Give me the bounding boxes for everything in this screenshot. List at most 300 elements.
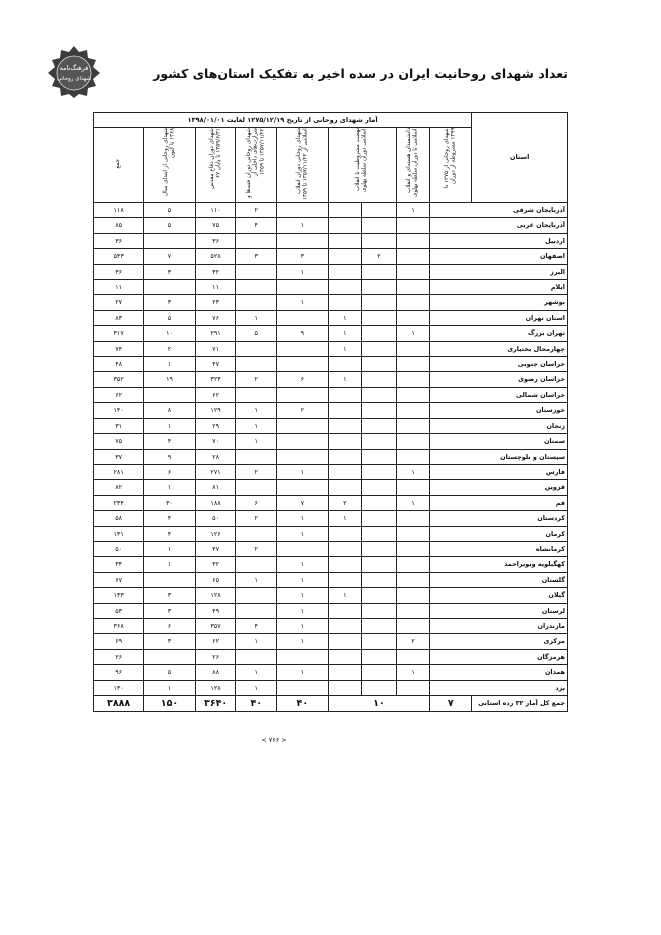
total-cell: ۳۸۸۸ (94, 696, 144, 712)
table-row (94, 557, 568, 572)
province-header: استان (472, 113, 568, 203)
value-cell (277, 310, 328, 325)
value-cell (236, 295, 277, 310)
svg-text:شهدای روحانی: شهدای روحانی (56, 76, 92, 82)
value-cell: ۳ (144, 295, 195, 310)
province-cell: گیلان (430, 588, 568, 603)
value-cell: ۳۱۷ (94, 326, 144, 341)
table-row (94, 249, 568, 264)
value-cell (396, 541, 430, 556)
province-cell: خراسان شمالی (430, 387, 568, 402)
value-cell: ۶۷ (94, 572, 144, 587)
value-cell (144, 572, 195, 587)
table-row (94, 449, 568, 464)
value-cell (362, 434, 397, 449)
value-cell: ۲ (328, 495, 362, 510)
value-cell (362, 511, 397, 526)
value-cell: ۶۲ (195, 634, 236, 649)
value-cell: ۶۹ (94, 634, 144, 649)
value-cell: ۱۳۱ (94, 526, 144, 541)
value-cell: ۱۱۸ (94, 203, 144, 218)
value-cell: ۱ (328, 588, 362, 603)
table-row (94, 372, 568, 387)
value-cell (396, 341, 430, 356)
value-cell (362, 464, 397, 479)
value-cell: ۸ (144, 403, 195, 418)
value-cell (236, 357, 277, 372)
value-cell (328, 387, 362, 402)
value-cell (396, 418, 430, 433)
value-cell: ۷۴ (94, 341, 144, 356)
totals-row (94, 696, 568, 712)
publisher-logo (45, 44, 103, 98)
table-row (94, 603, 568, 618)
value-cell: ۸۵ (94, 218, 144, 233)
value-cell (144, 233, 195, 248)
value-cell (362, 665, 397, 680)
value-cell: ۱ (236, 572, 277, 587)
value-cell: ۱ (236, 634, 277, 649)
value-cell: ۳ (277, 249, 328, 264)
province-cell: هرمزگان (430, 649, 568, 664)
value-cell (396, 557, 430, 572)
table-row (94, 403, 568, 418)
column-header: شهدای روحانی دوران فتنه‌ها و شرارت‌های داخلی از ۱۳۵۷/۱۱/۲۲ تا ۱۳۵۹ (236, 128, 277, 203)
value-cell (362, 418, 397, 433)
value-cell (328, 649, 362, 664)
value-cell: ۳ (144, 588, 195, 603)
value-cell: ۹ (144, 449, 195, 464)
value-cell: ۳۶ (94, 264, 144, 279)
svg-text:فرهنگ‌نامه: فرهنگ‌نامه (59, 64, 89, 72)
value-cell: ۱۱ (94, 280, 144, 295)
value-cell: ۲ (396, 634, 430, 649)
value-cell: ۳۲۴ (195, 372, 236, 387)
total-cell: ۷ (430, 696, 472, 712)
value-cell: ۴ (236, 618, 277, 633)
value-cell: ۵۰ (94, 541, 144, 556)
value-cell: ۲ (277, 403, 328, 418)
value-cell: ۲ (236, 541, 277, 556)
value-cell: ۴ (144, 511, 195, 526)
value-cell: ۱ (277, 588, 328, 603)
table-row (94, 464, 568, 479)
province-cell: البرز (430, 264, 568, 279)
table-row (94, 588, 568, 603)
value-cell: ۷۰ (195, 434, 236, 449)
value-cell (362, 649, 397, 664)
value-cell: ۲ (236, 203, 277, 218)
value-cell (362, 310, 397, 325)
province-cell: اردبیل (430, 233, 568, 248)
province-cell: مرکزی (430, 634, 568, 649)
value-cell (396, 618, 430, 633)
value-cell (328, 603, 362, 618)
value-cell: ۶ (144, 618, 195, 633)
value-cell: ۱ (396, 495, 430, 510)
value-cell (236, 526, 277, 541)
value-cell: ۱ (144, 541, 195, 556)
value-cell (277, 233, 328, 248)
value-cell: ۱۲۸ (195, 588, 236, 603)
value-cell (277, 203, 328, 218)
value-cell: ۱ (277, 295, 328, 310)
page-title: تعداد شهدای روحانیت ایران در سده اخیر به تفکیک استان‌های کشور (153, 66, 568, 81)
value-cell: ۸۱ (195, 480, 236, 495)
column-header: نهضت مشروطیت تا انقلاب اسلامی دوران سلطه پهلوی (328, 128, 396, 203)
value-cell (362, 572, 397, 587)
value-cell: ۱۱ (195, 280, 236, 295)
value-cell (362, 264, 397, 279)
total-cell: ۳۶۴۰ (195, 696, 236, 712)
value-cell: ۲۶ (195, 649, 236, 664)
value-cell (236, 280, 277, 295)
value-cell (328, 249, 362, 264)
value-cell: ۳۶ (195, 233, 236, 248)
province-cell: قم (430, 495, 568, 510)
table-caption: آمار شهدای روحانی از تاریخ ۱۲۷۵/۱۲/۱۹ لغایت ۱۳۹۸/۰۱/۰۱ (94, 113, 472, 128)
value-cell (362, 618, 397, 633)
value-cell (362, 326, 397, 341)
value-cell (277, 649, 328, 664)
table-row (94, 264, 568, 279)
value-cell: ۱ (328, 326, 362, 341)
value-cell (396, 480, 430, 495)
value-cell: ۸۸ (195, 665, 236, 680)
value-cell: ۱ (277, 634, 328, 649)
value-cell: ۴ (144, 434, 195, 449)
province-cell: زنجان (430, 418, 568, 433)
value-cell: ۶ (277, 372, 328, 387)
value-cell: ۱ (236, 680, 277, 695)
value-cell: ۱ (328, 341, 362, 356)
value-cell (362, 480, 397, 495)
value-cell: ۲۳۴ (94, 495, 144, 510)
value-cell: ۷ (277, 495, 328, 510)
value-cell: ۱ (328, 310, 362, 325)
value-cell (362, 203, 397, 218)
province-cell: استان تهران (430, 310, 568, 325)
value-cell: ۱۹ (144, 372, 195, 387)
value-cell: ۳۵۲ (94, 372, 144, 387)
province-cell: همدان (430, 665, 568, 680)
value-cell (362, 233, 397, 248)
value-cell: ۱ (277, 572, 328, 587)
value-cell (362, 603, 397, 618)
total-cell: ۱۵۰ (144, 696, 195, 712)
value-cell (396, 249, 430, 264)
value-cell (236, 588, 277, 603)
value-cell: ۱ (236, 418, 277, 433)
value-cell: ۱ (277, 526, 328, 541)
value-cell: ۶۲ (195, 387, 236, 402)
value-cell: ۴۷ (195, 357, 236, 372)
value-cell (328, 449, 362, 464)
value-cell (277, 418, 328, 433)
total-label: جمع کل آمار ۳۲ رده استانی (472, 696, 568, 712)
value-cell: ۱ (277, 665, 328, 680)
table-row (94, 434, 568, 449)
value-cell: ۳ (144, 603, 195, 618)
value-cell: ۱۲۸ (195, 680, 236, 695)
table-row (94, 280, 568, 295)
value-cell (277, 449, 328, 464)
value-cell (396, 449, 430, 464)
value-cell (328, 403, 362, 418)
table-row (94, 326, 568, 341)
table-row (94, 233, 568, 248)
province-cell: کردستان (430, 511, 568, 526)
total-cell: ۱۰ (328, 696, 430, 712)
value-cell (396, 295, 430, 310)
value-cell (236, 449, 277, 464)
value-cell (277, 387, 328, 402)
value-cell: ۳۶۸ (94, 618, 144, 633)
value-cell (328, 233, 362, 248)
value-cell (362, 680, 397, 695)
value-cell (277, 480, 328, 495)
province-cell: مازندران (430, 618, 568, 633)
value-cell: ۶۵ (195, 572, 236, 587)
value-cell (396, 649, 430, 664)
value-cell (362, 634, 397, 649)
value-cell: ۶ (236, 495, 277, 510)
value-cell: ۳ (236, 249, 277, 264)
value-cell: ۱ (277, 218, 328, 233)
page-number: < ۷۶۶ > (261, 736, 287, 744)
value-cell: ۶۲ (94, 387, 144, 402)
value-cell (396, 357, 430, 372)
value-cell (362, 449, 397, 464)
value-cell: ۵ (144, 218, 195, 233)
value-cell: ۷۵ (94, 434, 144, 449)
column-header: جمع (94, 128, 144, 203)
value-cell: ۱ (144, 418, 195, 433)
value-cell (328, 480, 362, 495)
value-cell: ۸۲ (94, 480, 144, 495)
value-cell: ۶ (144, 464, 195, 479)
value-cell: ۹۶ (94, 665, 144, 680)
value-cell: ۳۶ (94, 233, 144, 248)
value-cell (277, 680, 328, 695)
table-row (94, 618, 568, 633)
value-cell: ۱ (277, 464, 328, 479)
table-row (94, 218, 568, 233)
province-cell: سیستان و بلوچستان (430, 449, 568, 464)
value-cell: ۲۳ (195, 295, 236, 310)
province-cell: چهارمحال بختیاری (430, 341, 568, 356)
value-cell (328, 665, 362, 680)
value-cell (396, 526, 430, 541)
value-cell: ۱ (144, 680, 195, 695)
value-cell (144, 649, 195, 664)
value-cell: ۳۵۷ (195, 618, 236, 633)
value-cell: ۱ (236, 310, 277, 325)
province-cell: خوزستان (430, 403, 568, 418)
table-row (94, 495, 568, 510)
value-cell (328, 464, 362, 479)
value-cell (236, 233, 277, 248)
value-cell (144, 387, 195, 402)
value-cell (236, 387, 277, 402)
value-cell: ۲۹ (195, 418, 236, 433)
table-row (94, 526, 568, 541)
value-cell (328, 357, 362, 372)
value-cell: ۱ (236, 403, 277, 418)
value-cell (362, 387, 397, 402)
value-cell (362, 218, 397, 233)
value-cell: ۲۷۱ (195, 464, 236, 479)
value-cell: ۴۷ (195, 541, 236, 556)
province-cell: خراسان رضوی (430, 372, 568, 387)
value-cell (236, 649, 277, 664)
table-row (94, 387, 568, 402)
value-cell: ۷۱ (195, 341, 236, 356)
value-cell: ۱ (328, 511, 362, 526)
value-cell: ۲ (236, 511, 277, 526)
value-cell: ۵۰ (195, 511, 236, 526)
value-cell: ۸۳ (94, 310, 144, 325)
value-cell: ۱ (396, 203, 430, 218)
value-cell: ۳۲ (195, 557, 236, 572)
value-cell: ۵۸ (94, 511, 144, 526)
column-header: دانشمندان هسته‌ای و انقلاب اسلامی تا دوران سلطه پهلوی (396, 128, 430, 203)
value-cell: ۱ (144, 557, 195, 572)
value-cell: ۱۲۹ (195, 403, 236, 418)
value-cell (328, 280, 362, 295)
value-cell (328, 634, 362, 649)
value-cell (396, 680, 430, 695)
value-cell (236, 603, 277, 618)
value-cell (396, 434, 430, 449)
total-cell: ۴۰ (236, 696, 277, 712)
value-cell (328, 203, 362, 218)
value-cell (328, 295, 362, 310)
value-cell (236, 480, 277, 495)
value-cell (362, 341, 397, 356)
value-cell: ۵۴۳ (94, 249, 144, 264)
value-cell (362, 557, 397, 572)
value-cell: ۲۷ (94, 295, 144, 310)
value-cell: ۴۹ (195, 603, 236, 618)
value-cell (236, 264, 277, 279)
province-cell: اصفهان (430, 249, 568, 264)
value-cell: ۲ (236, 372, 277, 387)
value-cell (236, 557, 277, 572)
value-cell: ۳۱ (94, 418, 144, 433)
province-cell: آذربایجان غربی (430, 218, 568, 233)
value-cell: ۱ (396, 464, 430, 479)
table-row (94, 665, 568, 680)
table-row (94, 418, 568, 433)
province-cell: تهران بزرگ (430, 326, 568, 341)
column-header: شهدای روحانی از ابتدای سال ۱۳۶۸ تا کنون (144, 128, 195, 203)
value-cell: ۷۵ (195, 218, 236, 233)
value-cell (362, 495, 397, 510)
value-cell (328, 557, 362, 572)
value-cell (277, 280, 328, 295)
value-cell: ۱ (277, 618, 328, 633)
value-cell (277, 341, 328, 356)
province-cell: سمنان (430, 434, 568, 449)
total-cell: ۴۰ (277, 696, 328, 712)
value-cell (396, 511, 430, 526)
value-cell: ۱۸۸ (195, 495, 236, 510)
value-cell (362, 403, 397, 418)
value-cell (362, 588, 397, 603)
value-cell (328, 218, 362, 233)
value-cell (396, 403, 430, 418)
value-cell (328, 541, 362, 556)
value-cell (362, 372, 397, 387)
table-row (94, 541, 568, 556)
value-cell: ۱۲۶ (195, 526, 236, 541)
province-cell: کرمان (430, 526, 568, 541)
value-cell (362, 280, 397, 295)
value-cell (396, 372, 430, 387)
value-cell: ۷۶ (195, 310, 236, 325)
value-cell: ۲ (144, 341, 195, 356)
value-cell: ۲۸ (195, 449, 236, 464)
column-header: شهدای دوران دفاع مقدس ۱۳۵۹/۶/۳۱ تا پایان ۶۷ (195, 128, 236, 203)
value-cell: ۲۹۱ (195, 326, 236, 341)
column-header: شهدای روحانی از ۱۲۷۵ تا ۱۳۹۹ مشروطه از دوران (430, 128, 472, 203)
value-cell (362, 541, 397, 556)
value-cell: ۲ (236, 464, 277, 479)
table-row (94, 572, 568, 587)
value-cell (396, 280, 430, 295)
province-cell: کهگیلویه وبویراحمد (430, 557, 568, 572)
value-cell (328, 526, 362, 541)
table-row (94, 680, 568, 695)
value-cell: ۱ (396, 665, 430, 680)
column-header: شهدای روحانی دوران انقلاب اسلامی از ۱۳۵۷/۱۱/۲۲ تا ۱۳۵۹ (277, 128, 328, 203)
value-cell (396, 603, 430, 618)
value-cell (144, 280, 195, 295)
value-cell (362, 357, 397, 372)
province-cell: یزد (430, 680, 568, 695)
table-row (94, 480, 568, 495)
province-cell: ایلام (430, 280, 568, 295)
table-row (94, 649, 568, 664)
value-cell (396, 310, 430, 325)
province-cell: کرمانشاه (430, 541, 568, 556)
value-cell: ۴۸ (94, 357, 144, 372)
value-cell: ۱ (277, 264, 328, 279)
value-cell: ۴ (236, 218, 277, 233)
value-cell: ۵۲۸ (195, 249, 236, 264)
table-row (94, 203, 568, 218)
value-cell (396, 572, 430, 587)
value-cell: ۱ (328, 372, 362, 387)
value-cell: ۳۷ (94, 449, 144, 464)
table-row (94, 634, 568, 649)
value-cell (328, 680, 362, 695)
value-cell: ۳ (144, 634, 195, 649)
value-cell: ۱۳۰ (94, 680, 144, 695)
value-cell: ۵ (144, 203, 195, 218)
value-cell: ۹ (277, 326, 328, 341)
value-cell: ۱ (277, 557, 328, 572)
value-cell (362, 295, 397, 310)
value-cell (328, 618, 362, 633)
value-cell (396, 387, 430, 402)
value-cell: ۵۳ (94, 603, 144, 618)
value-cell (396, 218, 430, 233)
value-cell: ۱ (277, 603, 328, 618)
province-cell: بوشهر (430, 295, 568, 310)
value-cell (328, 434, 362, 449)
